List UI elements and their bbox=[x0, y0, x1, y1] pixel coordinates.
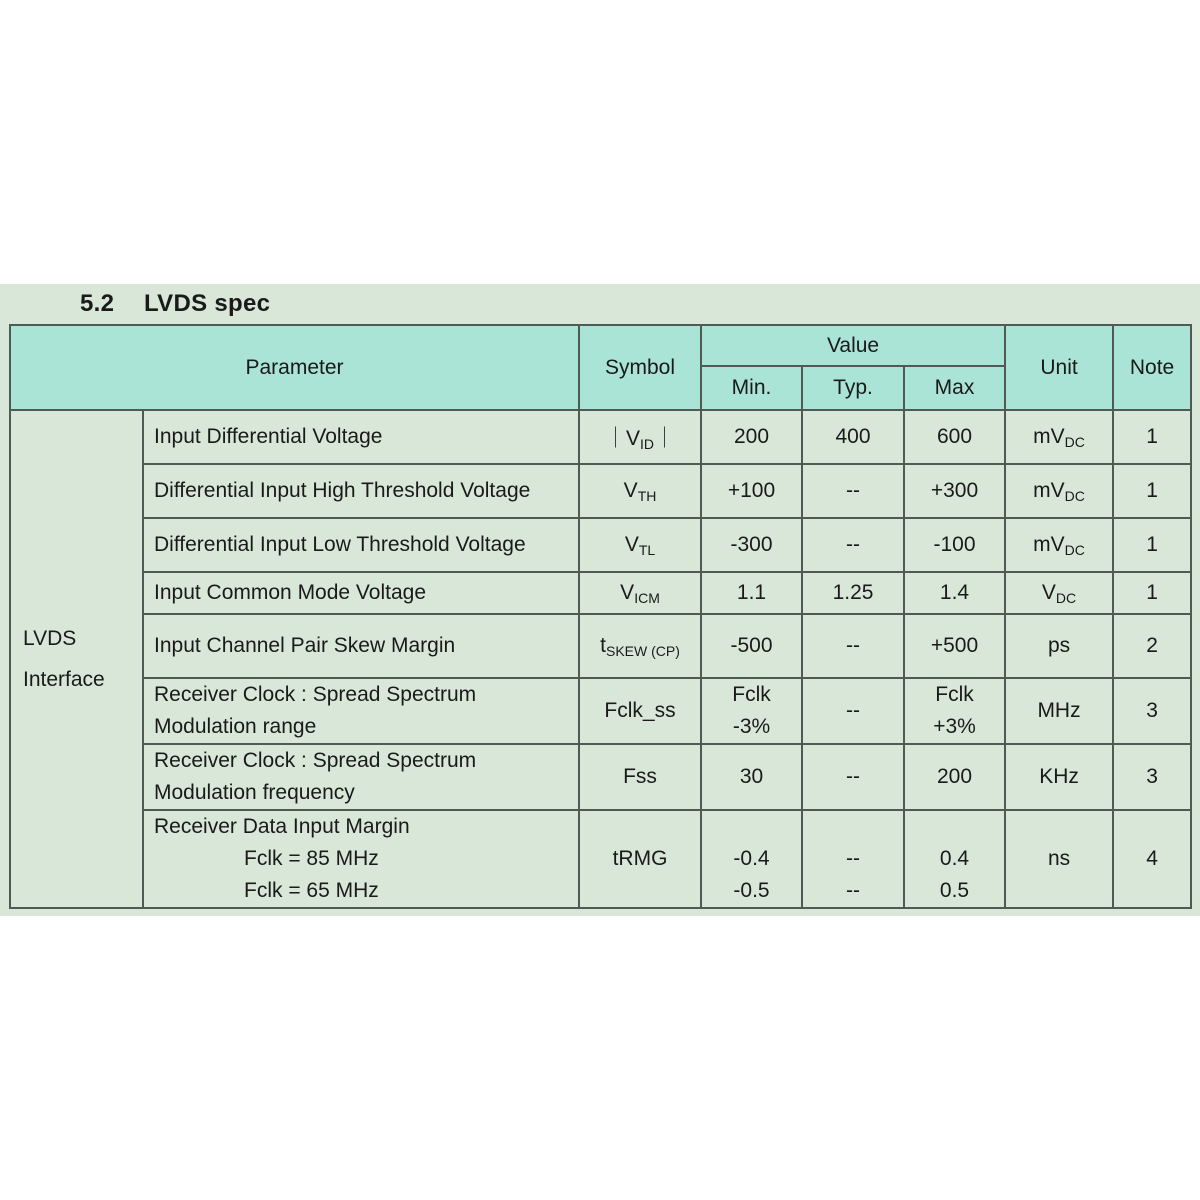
row-max: Fclk +3% bbox=[904, 678, 1005, 744]
row-note: 1 bbox=[1113, 572, 1191, 614]
header-unit: Unit bbox=[1005, 325, 1113, 410]
row-min: 30 bbox=[701, 744, 802, 810]
row-typ: -- -- bbox=[802, 810, 904, 908]
table-row bbox=[10, 614, 1191, 678]
table-row bbox=[10, 410, 1191, 464]
row-note: 4 bbox=[1113, 810, 1191, 908]
row-symbol: $|V_{ID}|$ bbox=[579, 410, 701, 464]
row-typ: -- bbox=[802, 614, 904, 678]
row-note: 1 bbox=[1113, 410, 1191, 464]
row-parameter: Differential Input High Threshold Voltage bbox=[143, 464, 579, 518]
row-min: Fclk -3% bbox=[701, 678, 802, 744]
table-row bbox=[10, 678, 1191, 744]
row-unit: ns bbox=[1005, 810, 1113, 908]
header-note: Note bbox=[1113, 325, 1191, 410]
table-row bbox=[10, 518, 1191, 572]
row-max: -100 bbox=[904, 518, 1005, 572]
row-min: 1.1 bbox=[701, 572, 802, 614]
row-unit: MHz bbox=[1005, 678, 1113, 744]
row-max: +500 bbox=[904, 614, 1005, 678]
row-typ: -- bbox=[802, 518, 904, 572]
table-row bbox=[10, 744, 1191, 810]
row-parameter: Input Differential Voltage bbox=[143, 410, 579, 464]
header-max: Max bbox=[904, 366, 1005, 410]
row-parameter: Input Common Mode Voltage bbox=[143, 572, 579, 614]
row-symbol: tRMG bbox=[579, 810, 701, 908]
row-typ: -- bbox=[802, 464, 904, 518]
row-unit: $mV_{DC}$ bbox=[1005, 410, 1113, 464]
row-unit: $mV_{DC}$ bbox=[1005, 464, 1113, 518]
header-typ: Typ. bbox=[802, 366, 904, 410]
table-row bbox=[10, 810, 1191, 908]
header-value: Value bbox=[701, 325, 1005, 366]
row-unit: $mV_{DC}$ bbox=[1005, 518, 1113, 572]
table-row bbox=[10, 464, 1191, 518]
row-symbol: $t_{SKEW (CP)}$ bbox=[579, 614, 701, 678]
section-heading: LVDS spec bbox=[144, 290, 271, 317]
row-note: 2 bbox=[1113, 614, 1191, 678]
row-unit: $V_{DC}$ bbox=[1005, 572, 1113, 614]
row-max: 600 bbox=[904, 410, 1005, 464]
row-min: 200 bbox=[701, 410, 802, 464]
row-unit: ps bbox=[1005, 614, 1113, 678]
row-min: -0.4 -0.5 bbox=[701, 810, 802, 908]
row-note: 3 bbox=[1113, 678, 1191, 744]
row-note: 1 bbox=[1113, 464, 1191, 518]
row-parameter: Receiver Clock : Spread Spectrum Modulation range bbox=[143, 678, 579, 744]
row-unit: KHz bbox=[1005, 744, 1113, 810]
row-parameter: Receiver Data Input Margin Fclk = 85 MHz Fclk = 65 MHz bbox=[143, 810, 579, 908]
row-note: 1 bbox=[1113, 518, 1191, 572]
header-min: Min. bbox=[701, 366, 802, 410]
section-title bbox=[80, 290, 270, 318]
row-max: 1.4 bbox=[904, 572, 1005, 614]
row-max: +300 bbox=[904, 464, 1005, 518]
header-parameter: Parameter bbox=[10, 325, 579, 410]
row-symbol: $V_{ICM}$ bbox=[579, 572, 701, 614]
row-symbol: Fclk_ss bbox=[579, 678, 701, 744]
row-symbol: $V_{TH}$ bbox=[579, 464, 701, 518]
row-typ: 400 bbox=[802, 410, 904, 464]
section-number: 5.2 bbox=[80, 290, 115, 317]
row-min: -500 bbox=[701, 614, 802, 678]
row-min: +100 bbox=[701, 464, 802, 518]
row-max: 200 bbox=[904, 744, 1005, 810]
row-min: -300 bbox=[701, 518, 802, 572]
row-parameter: Receiver Clock : Spread Spectrum Modulation frequency bbox=[143, 744, 579, 810]
row-symbol: $V_{TL}$ bbox=[579, 518, 701, 572]
lvds-spec-table bbox=[9, 324, 1192, 909]
row-typ: 1.25 bbox=[802, 572, 904, 614]
row-max: 0.4 0.5 bbox=[904, 810, 1005, 908]
row-parameter: Input Channel Pair Skew Margin bbox=[143, 614, 579, 678]
row-typ: -- bbox=[802, 744, 904, 810]
table-row bbox=[10, 572, 1191, 614]
row-note: 3 bbox=[1113, 744, 1191, 810]
header-symbol: Symbol bbox=[579, 325, 701, 410]
row-symbol: Fss bbox=[579, 744, 701, 810]
row-parameter: Differential Input Low Threshold Voltage bbox=[143, 518, 579, 572]
group-label: LVDS Interface bbox=[10, 410, 143, 908]
row-typ: -- bbox=[802, 678, 904, 744]
